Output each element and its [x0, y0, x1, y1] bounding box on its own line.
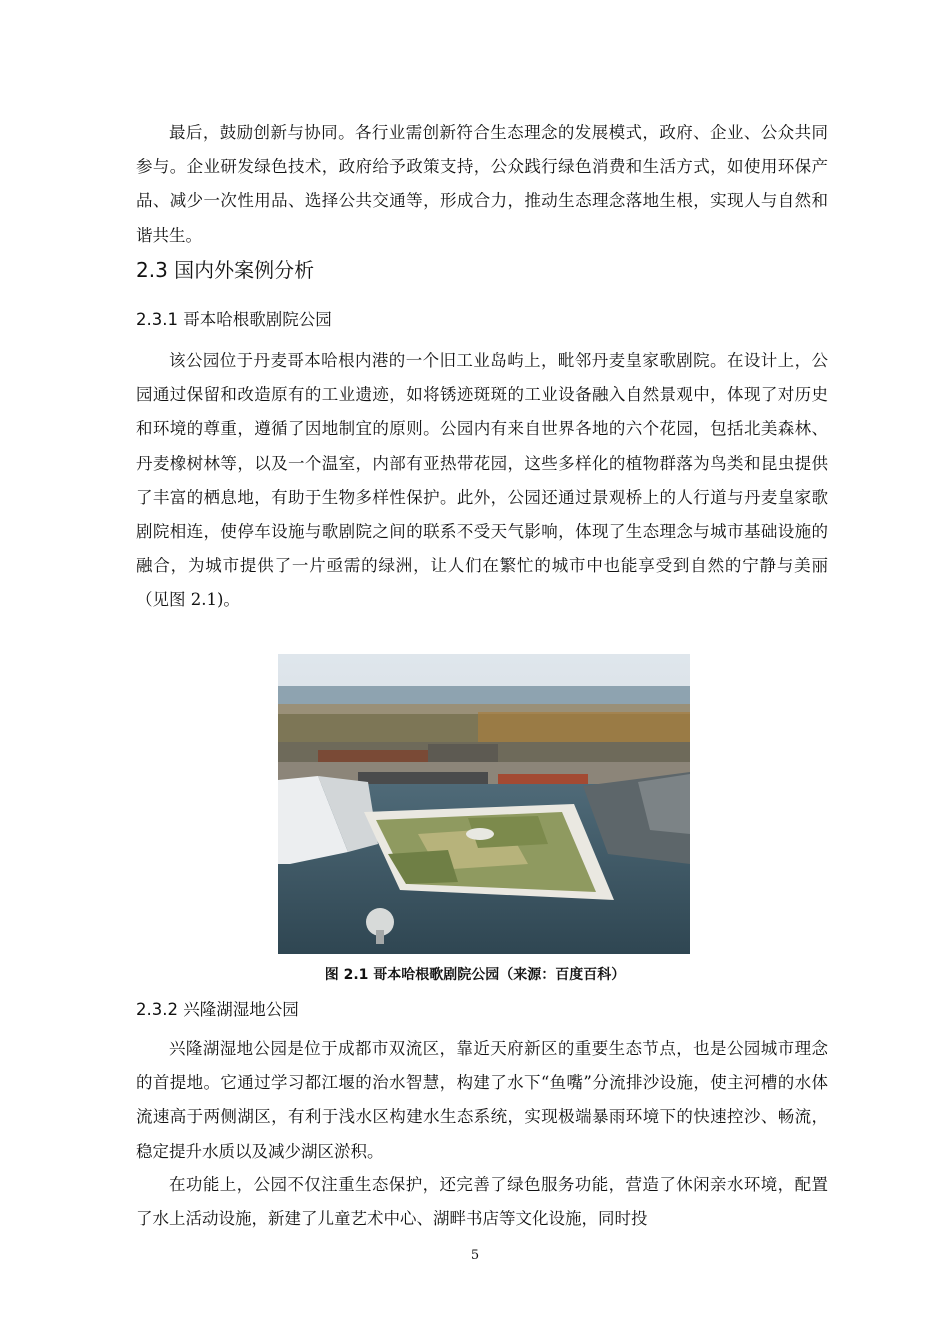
copenhagen-park-photo: [278, 654, 690, 954]
page-number: 5: [470, 1248, 480, 1263]
figure-caption: 图 2.1 哥本哈根歌剧院公园（来源：百度百科）: [324, 967, 626, 983]
paragraph-innovation: 最后，鼓励创新与协同。各行业需创新符合生态理念的发展模式，政府、企业、公众共同参与。企业研发绿色技术，政府给予政策支持，公众践行绿色消费和生活方式，如使用环保产品、减少一次性用品、选择公共交通等，形成合力，推动生态理念落地生根，实现人与自然和谐共生。: [136, 123, 828, 245]
paragraph-xinglong-function: 在功能上，公园不仅注重生态保护，还完善了绿色服务功能，营造了休闲亲水环境，配置了水上活动设施，新建了儿童艺术中心、湖畔书店等文化设施，同时投: [136, 1175, 828, 1229]
section-heading: 2.3 国内外案例分析: [136, 258, 315, 282]
paragraph-xinglong-intro: 兴隆湖湿地公园是位于成都市双流区，靠近天府新区的重要生态节点，也是公园城市理念的首提地。它通过学习都江堰的治水智慧，构建了水下“鱼嘴”分流排沙设施，使主河槽的水体流速高于两侧湖区，有利于浅水区构建水生态系统，实现极端暴雨环境下的快速控沙、畅流，稳定提升水质以及减少湖区淤积。: [136, 1039, 828, 1161]
subsection-heading-xinglong: 2.3.2 兴隆湖湿地公园: [136, 1000, 299, 1019]
subsection-heading-copenhagen: 2.3.1 哥本哈根歌剧院公园: [136, 310, 332, 329]
paragraph-copenhagen: 该公园位于丹麦哥本哈根内港的一个旧工业岛屿上，毗邻丹麦皇家歌剧院。在设计上，公园通过保留和改造原有的工业遗迹，如将锈迹斑斑的工业设备融入自然景观中，体现了对历史和环境的尊重，遵循了因地制宜的原则。公园内有来自世界各地的六个花园，包括北美森林、丹麦橡树林等，以及一个温室，内部有亚热带花园，这些多样化的植物群落为鸟类和昆虫提供了丰富的栖息地，有助于生物多样性保护。此外，公园还通过景观桥上的人行道与丹麦皇家歌剧院相连，使停车设施与歌剧院之间的联系不受天气影响，体现了生态理念与城市基础设施的融合，为城市提供了一片亟需的绿洲，让人们在繁忙的城市中也能享受到自然的宁静与美丽（见图 2.1)。: [136, 351, 828, 610]
